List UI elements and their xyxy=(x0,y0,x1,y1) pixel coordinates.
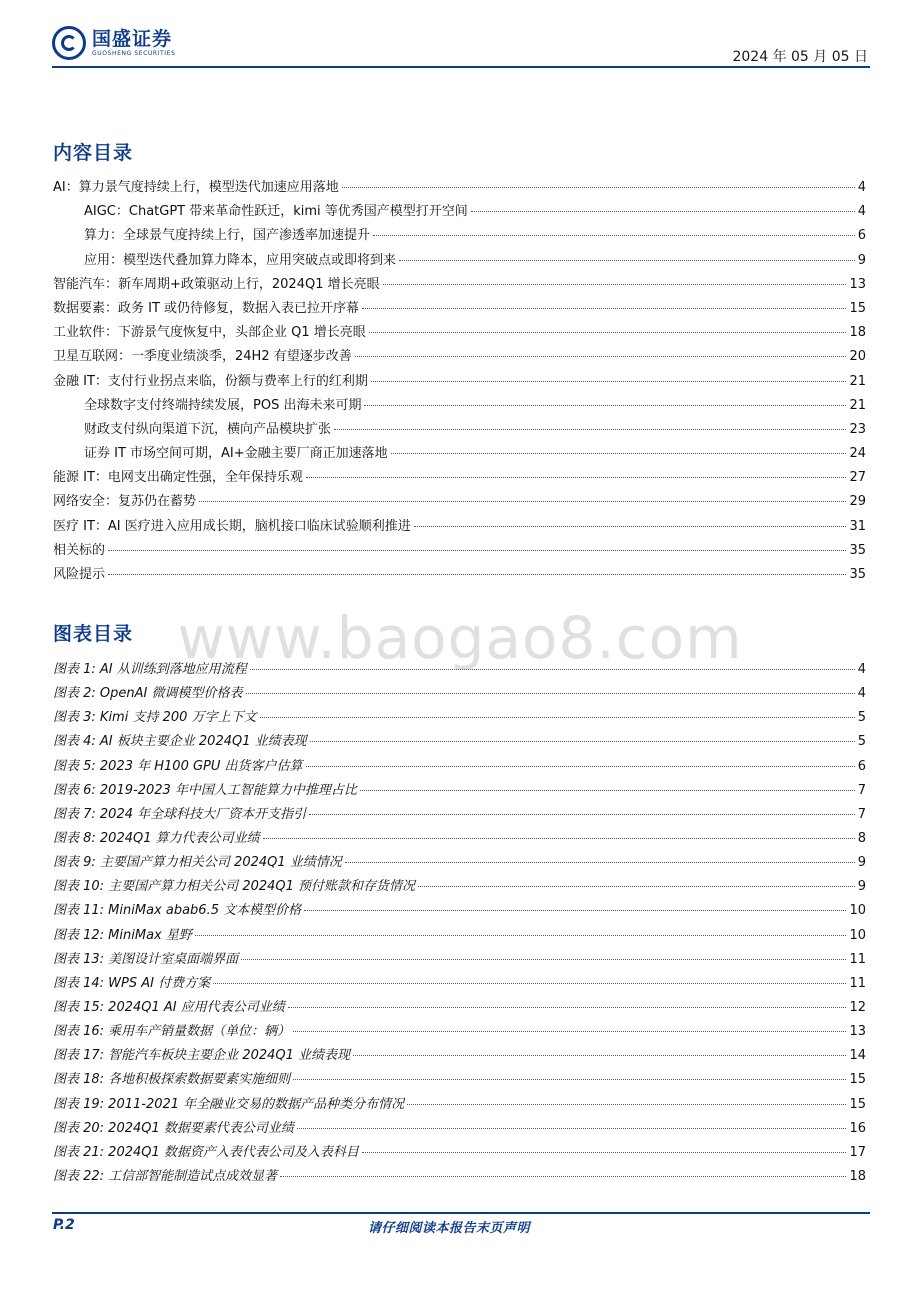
toc-title: 内容目录 xyxy=(53,142,134,164)
toc-item[interactable]: 智能汽车：新车周期+政策驱动上行，2024Q1 增长亮眼 13 xyxy=(53,276,866,292)
figure-item[interactable]: 图表 13: 美图设计室桌面端界面 11 xyxy=(53,951,866,967)
figure-item[interactable]: 图表 7: 2024 年全球科技大厂资本开支指引 7 xyxy=(53,806,866,822)
report-date: 2024 年 05 月 05 日 xyxy=(732,49,868,65)
watermark: www.baogao8.com xyxy=(177,604,743,672)
toc-item[interactable]: AIGC：ChatGPT 带来革命性跃迁，kimi 等优秀国产模型打开空间 4 xyxy=(84,204,866,220)
header-divider xyxy=(52,66,870,68)
figure-item[interactable]: 图表 2: OpenAI 微调模型价格表 4 xyxy=(53,686,866,702)
toc-item[interactable]: 财政支付纵向渠道下沉，横向产品模块扩张 23 xyxy=(84,421,866,437)
figure-item[interactable]: 图表 6: 2019-2023 年中国人工智能算力中推理占比 7 xyxy=(53,782,866,798)
figure-item[interactable]: 图表 11: MiniMax abab6.5 文本模型价格 10 xyxy=(53,903,866,919)
figure-item[interactable]: 图表 14: WPS AI 付费方案 11 xyxy=(53,975,866,991)
logo-name-en: GUOSHENG SECURITIES xyxy=(92,50,176,57)
figure-item[interactable]: 图表 17: 智能汽车板块主要企业 2024Q1 业绩表现 14 xyxy=(53,1048,866,1064)
figure-item[interactable]: 图表 10: 主要国产算力相关公司 2024Q1 预付账款和存货情况 9 xyxy=(53,879,866,895)
toc-item[interactable]: 能源 IT：电网支出确定性强，全年保持乐观 27 xyxy=(53,470,866,486)
toc-list xyxy=(53,176,866,587)
toc-item[interactable]: 证券 IT 市场空间可期，AI+金融主要厂商正加速落地 24 xyxy=(84,446,866,462)
figure-item[interactable]: 图表 4: AI 板块主要企业 2024Q1 业绩表现 5 xyxy=(53,734,866,750)
toc-item[interactable]: 全球数字支付终端持续发展，POS 出海未来可期 21 xyxy=(84,397,866,413)
figure-toc-title: 图表目录 xyxy=(53,623,134,645)
figure-item[interactable]: 图表 9: 主要国产算力相关公司 2024Q1 业绩情况 9 xyxy=(53,855,866,871)
toc-item[interactable]: 相关标的 35 xyxy=(53,542,866,558)
toc-item[interactable]: 算力：全球景气度持续上行，国产渗透率加速提升 6 xyxy=(84,228,866,244)
disclaimer-note: 请仔细阅读本报告末页声明 xyxy=(368,1221,531,1236)
figure-item[interactable]: 图表 1: AI 从训练到落地应用流程 4 xyxy=(53,662,866,677)
company-logo xyxy=(52,26,175,60)
page-header xyxy=(52,24,870,68)
figure-item[interactable]: 图表 15: 2024Q1 AI 应用代表公司业绩 12 xyxy=(53,999,866,1015)
toc-item[interactable]: 工业软件：下游景气度恢复中，头部企业 Q1 增长亮眼 18 xyxy=(53,325,866,341)
toc-item[interactable]: 网络安全：复苏仍在蓄势 29 xyxy=(53,494,866,510)
figure-item[interactable]: 图表 5: 2023 年 H100 GPU 出货客户估算 6 xyxy=(53,758,866,774)
toc-item[interactable]: 医疗 IT：AI 医疗进入应用成长期，脑机接口临床试验顺利推进 31 xyxy=(53,518,866,534)
figure-item[interactable]: 图表 12: MiniMax 星野 10 xyxy=(53,927,866,943)
figure-item[interactable]: 图表 20: 2024Q1 数据要素代表公司业绩 16 xyxy=(53,1120,866,1136)
footer-divider xyxy=(52,1212,870,1214)
figure-item[interactable]: 图表 19: 2011-2021 年全融业交易的数据产品种类分布情况 15 xyxy=(53,1096,866,1112)
toc-item[interactable]: AI：算力景气度持续上行，模型迭代加速应用落地 4 xyxy=(53,180,866,195)
figure-item[interactable]: 图表 18: 各地积极探索数据要素实施细则 15 xyxy=(53,1072,866,1088)
figure-item[interactable]: 图表 16: 乘用车产销量数据（单位：辆） 13 xyxy=(53,1024,866,1040)
figure-item[interactable]: 图表 3: Kimi 支持 200 万字上下文 5 xyxy=(53,710,866,726)
toc-item[interactable]: 卫星互联网：一季度业绩淡季，24H2 有望逐步改善 20 xyxy=(53,349,866,365)
figure-item[interactable]: 图表 8: 2024Q1 算力代表公司业绩 8 xyxy=(53,830,866,846)
figure-item[interactable]: 图表 21: 2024Q1 数据资产入表代表公司及入表科目 17 xyxy=(53,1144,866,1160)
figure-item[interactable]: 图表 22: 工信部智能制造试点成效显著 18 xyxy=(53,1168,866,1184)
page-number: P.2 xyxy=(53,1217,75,1233)
logo-name-cn: 国盛证券 xyxy=(92,28,173,50)
toc-item[interactable]: 风险提示 35 xyxy=(53,567,866,582)
logo-mark-icon xyxy=(52,26,86,60)
figure-toc-list xyxy=(53,658,866,1189)
toc-item[interactable]: 金融 IT：支付行业拐点来临，份额与费率上行的红利期 21 xyxy=(53,373,866,389)
toc-item[interactable]: 应用：模型迭代叠加算力降本，应用突破点或即将到来 9 xyxy=(84,252,866,268)
toc-item[interactable]: 数据要素：政务 IT 或仍待修复，数据入表已拉开序幕 15 xyxy=(53,300,866,316)
